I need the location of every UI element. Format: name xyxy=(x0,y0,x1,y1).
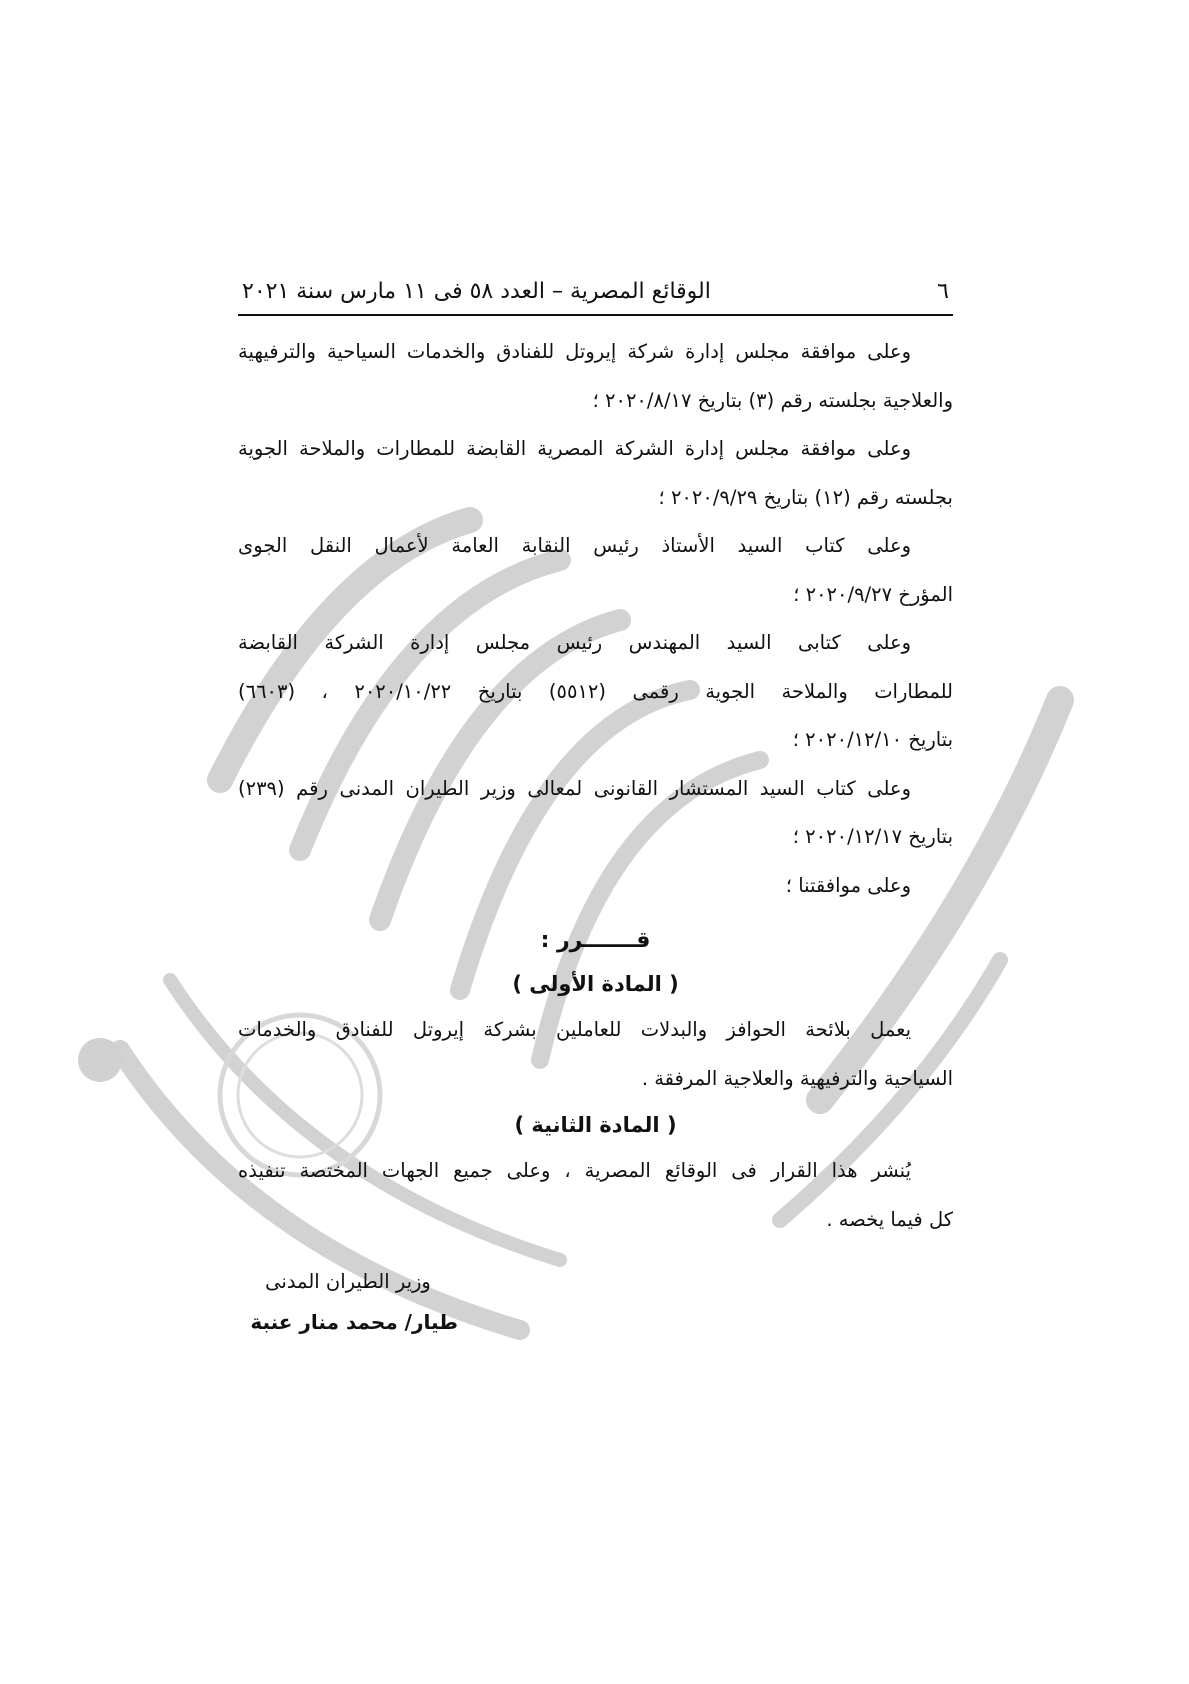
signatory-name: طيار/ محمد منار عنبة xyxy=(250,1310,458,1334)
paragraph-line: بجلسته رقم (١٢) بتاريخ ٢٠٢٠/٩/٢٩ ؛ xyxy=(658,485,953,509)
article-2-text xyxy=(238,1147,953,1244)
paragraph-legal-advisor-letter xyxy=(238,765,953,862)
page-number: ٦ xyxy=(937,278,949,304)
paragraph-line: للمطارات والملاحة الجوية رقمى (٥٥١٢) بتاريخ ٢٠٢٠/١٠/٢٢ ، (٦٦٠٣) xyxy=(238,679,953,703)
paragraph-line: وعلى موافقة مجلس إدارة الشركة المصرية القابضة للمطارات والملاحة الجوية xyxy=(238,437,911,460)
paragraph-line: وعلى موافقة مجلس إدارة شركة إيروتل للفنادق والخدمات السياحية والترفيهية xyxy=(238,340,911,363)
document-body xyxy=(238,328,953,1342)
paragraph-approval xyxy=(238,862,953,911)
paragraph-line: والعلاجية بجلسته رقم (٣) بتاريخ ٢٠٢٠/٨/١٧ ؛ xyxy=(592,388,953,412)
signatory-title: وزير الطيران المدنى xyxy=(265,1270,431,1293)
paragraph-line: وعلى كتاب السيد الأستاذ رئيس النقابة العامة لأعمال النقل الجوى xyxy=(238,534,911,557)
document-page xyxy=(238,268,953,1342)
paragraph-line: المؤرخ ٢٠٢٠/٩/٢٧ ؛ xyxy=(793,582,953,606)
paragraph-line: كل فيما يخصه . xyxy=(826,1207,953,1231)
paragraph-line: بتاريخ ٢٠٢٠/١٢/١٧ ؛ xyxy=(792,825,953,848)
page-header xyxy=(238,268,953,316)
paragraph-union-letter xyxy=(238,522,953,619)
article-1-text xyxy=(238,1006,953,1103)
paragraph-board-approval-airotel xyxy=(238,328,953,425)
article-1-heading: ( المادة الأولى ) xyxy=(512,972,679,996)
paragraph-line: وعلى كتاب السيد المستشار القانونى لمعالى وزير الطيران المدنى رقم (٢٣٩) xyxy=(238,776,911,800)
paragraph-line: السياحية والترفيهية والعلاجية المرفقة . xyxy=(641,1066,953,1090)
signature-block xyxy=(238,1262,458,1342)
paragraph-line: يُنشر هذا القرار فى الوقائع المصرية ، وعلى جميع الجهات المختصة تنفيذه xyxy=(238,1159,911,1182)
paragraph-line: يعمل بلائحة الحوافز والبدلات للعاملين بشركة إيروتل للفنادق والخدمات xyxy=(238,1018,911,1041)
paragraph-engineer-letters xyxy=(238,619,953,765)
decree-heading: قـــــــرر : xyxy=(540,928,651,953)
paragraph-line: بتاريخ ٢٠٢٠/١٢/١٠ ؛ xyxy=(792,728,953,751)
paragraph-line: وعلى موافقتنا ؛ xyxy=(785,873,911,897)
header-title: الوقائع المصرية – العدد ٥٨ فى ١١ مارس سنة ٢٠٢١ xyxy=(242,278,711,304)
paragraph-line: وعلى كتابى السيد المهندس رئيس مجلس إدارة الشركة القابضة xyxy=(238,631,911,654)
article-2-heading: ( المادة الثانية ) xyxy=(514,1113,677,1137)
paragraph-board-approval-holding xyxy=(238,425,953,522)
